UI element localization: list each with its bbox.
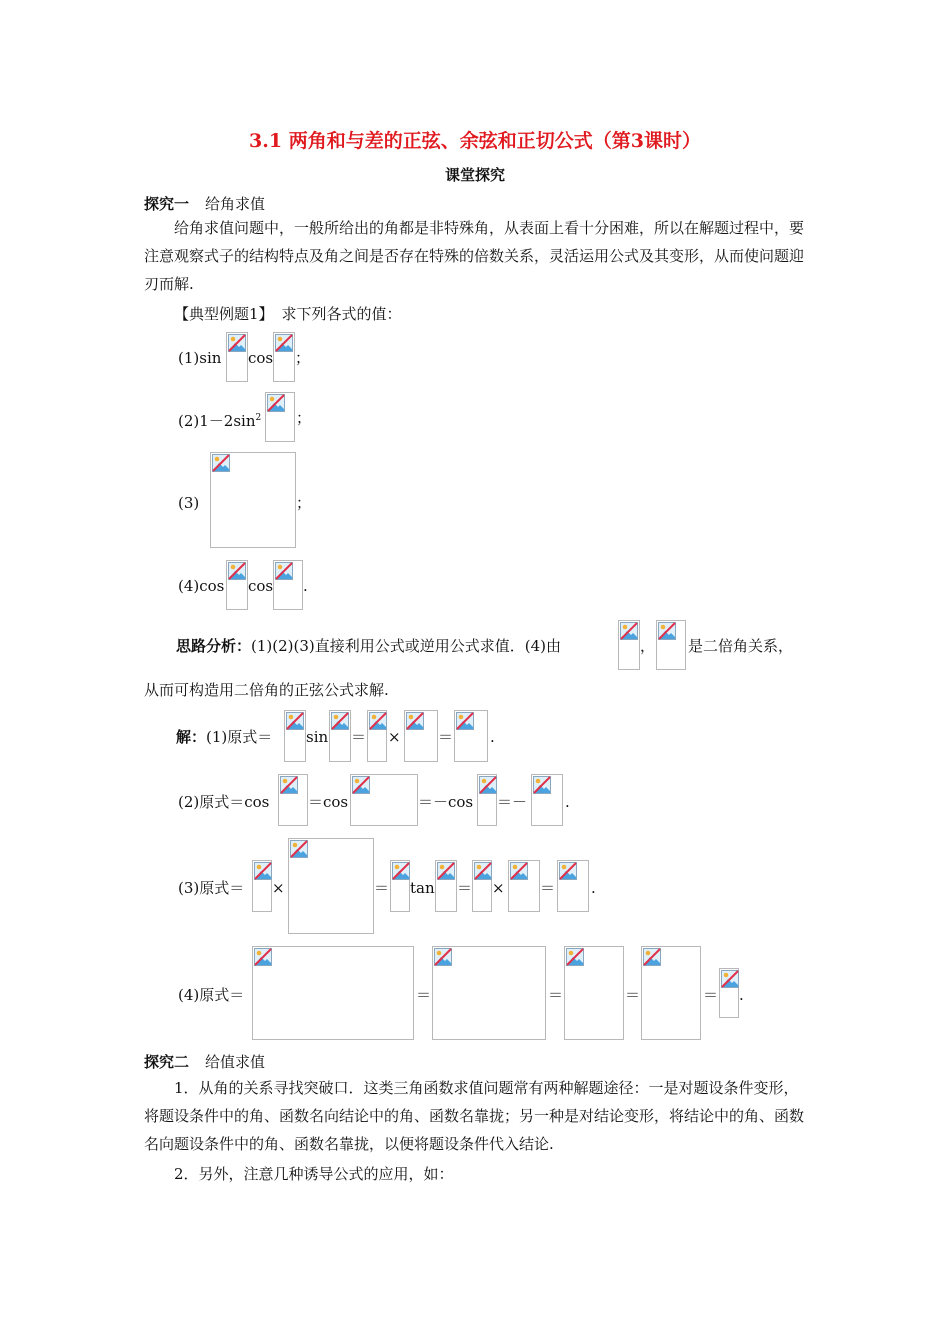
item-2-end: ；: [296, 409, 312, 427]
example-1-heading: [174, 304, 402, 324]
broken-image-icon: [331, 712, 349, 730]
item-1-mid: cos: [248, 349, 274, 367]
broken-image-icon: [620, 622, 638, 640]
analysis-text-2: 是二倍角关系，: [688, 637, 794, 655]
analysis-label: 思路分析：: [176, 637, 252, 655]
broken-image-icon: [474, 862, 492, 880]
equals-sign: ＝: [438, 728, 454, 746]
section-2-heading: [144, 1052, 265, 1072]
broken-image-icon: [267, 394, 285, 412]
broken-image-icon: [280, 776, 298, 794]
item-1-label: (1)sin: [178, 349, 222, 367]
broken-image-icon: [406, 712, 424, 730]
broken-image-icon: [721, 970, 739, 988]
section-1-label: 探究一: [144, 195, 190, 213]
section-2-name: 给值求值: [205, 1053, 266, 1071]
formula-image: [435, 860, 457, 912]
formula-image: [477, 774, 497, 826]
formula-image: [531, 774, 563, 826]
broken-image-icon: [643, 948, 661, 966]
broken-image-icon: [392, 862, 410, 880]
formula-image: [278, 774, 308, 826]
equals-sign: ＝: [703, 986, 719, 1004]
page-title: 3.1 两角和与差的正弦、余弦和正切公式（第3课时）: [249, 130, 701, 152]
solution-2: (2)原式＝cos: [178, 793, 270, 811]
broken-image-icon: [566, 948, 584, 966]
formula-image: [252, 946, 414, 1040]
formula-image: [226, 332, 248, 382]
solution-3-tan: tan: [410, 879, 435, 897]
broken-image-icon: [658, 622, 676, 640]
analysis-comma: ，: [640, 637, 656, 655]
equals-sign: ＝: [457, 879, 473, 897]
solution-2-neg: ＝－: [497, 793, 528, 811]
formula-image: [618, 620, 640, 670]
formula-image: [273, 332, 295, 382]
section-1-heading: [144, 194, 265, 214]
broken-image-icon: [254, 948, 272, 966]
broken-image-icon: [369, 712, 387, 730]
equals-sign: ＝: [548, 986, 564, 1004]
formula-image: [508, 860, 540, 912]
item-2-label: $(2)1-2\sin^2$: [178, 412, 262, 430]
solution-4: (4)原式＝: [178, 986, 245, 1004]
solution-2-cos: ＝cos: [308, 793, 349, 811]
formula-image: [252, 860, 272, 912]
formula-image: [210, 452, 296, 548]
broken-image-icon: [290, 840, 308, 858]
formula-image: [367, 710, 387, 762]
equals-sign: ＝: [351, 728, 367, 746]
period: .: [565, 793, 570, 811]
item-3-label: (3): [178, 494, 200, 512]
broken-image-icon: [533, 776, 551, 794]
broken-image-icon: [228, 334, 246, 352]
formula-image: [390, 860, 410, 912]
period: .: [739, 986, 744, 1004]
broken-image-icon: [479, 776, 497, 794]
broken-image-icon: [510, 862, 528, 880]
times-sign: ×: [492, 879, 505, 897]
equals-sign: ＝: [625, 986, 641, 1004]
formula-image: [226, 560, 248, 610]
solution-2-neg-cos: ＝－cos: [418, 793, 474, 811]
formula-image: [273, 560, 303, 610]
formula-image: [454, 710, 488, 762]
item-4-mid: cos: [248, 577, 274, 595]
solution-label: 解：: [176, 728, 207, 746]
formula-image: [284, 710, 306, 762]
broken-image-icon: [228, 562, 246, 580]
item-2-superscript: 2: [255, 413, 262, 423]
item-4-label: (4)cos: [178, 577, 225, 595]
example-1-tag: 【典型例题1】: [174, 305, 274, 323]
equals-sign: ＝: [540, 879, 556, 897]
broken-image-icon: [434, 948, 452, 966]
broken-image-icon: [212, 454, 230, 472]
equals-sign: ＝: [416, 986, 432, 1004]
equals-sign: ＝: [374, 879, 390, 897]
broken-image-icon: [275, 562, 293, 580]
broken-image-icon: [286, 712, 304, 730]
broken-image-icon: [437, 862, 455, 880]
page-subtitle: 课堂探究: [444, 166, 505, 184]
solution-3: (3)原式＝: [178, 879, 245, 897]
formula-image: [564, 946, 624, 1040]
formula-image: [288, 838, 374, 934]
broken-image-icon: [456, 712, 474, 730]
paragraph-2: 1．从角的关系寻找突破口．这类三角函数求值问题常有两种解题途径：一是对题设条件变形，将题设条件中的角、函数名向结论中的角、函数名靠拢；另一种是对结论变形，将结论中的角、函数名向题设条件中的角、函数名靠拢，以便将题设条件代入结论.: [144, 1079, 805, 1153]
formula-image: [719, 968, 739, 1018]
period: .: [490, 728, 495, 746]
item-4-end: .: [303, 577, 308, 595]
formula-image: [350, 774, 418, 826]
broken-image-icon: [254, 862, 272, 880]
solution-1: 解：(1)原式＝: [176, 728, 273, 746]
analysis-line-1: 思路分析：(1)(2)(3)直接利用公式或逆用公式求值．(4)由: [176, 637, 562, 655]
formula-image: [641, 946, 701, 1040]
item-1-end: ；: [295, 349, 311, 367]
example-1-prompt: 求下列各式的值：: [281, 305, 402, 323]
formula-image: [656, 620, 686, 670]
formula-image: [472, 860, 492, 912]
formula-image: [329, 710, 351, 762]
section-2-label: 探究二: [144, 1053, 190, 1071]
broken-image-icon: [352, 776, 370, 794]
solution-1-sin: sin: [306, 728, 329, 746]
broken-image-icon: [275, 334, 293, 352]
formula-image: [432, 946, 546, 1040]
period: .: [591, 879, 596, 897]
formula-image: [265, 392, 295, 442]
item-3-end: ；: [296, 494, 312, 512]
formula-image: [404, 710, 438, 762]
paragraph-1: 给角求值问题中，一般所给出的角都是非特殊角，从表面上看十分困难，所以在解题过程中，要注意观察式子的结构特点及角之间是否存在特殊的倍数关系，灵活运用公式及其变形，从而使问题迎刃而解.: [144, 219, 805, 293]
analysis-line-2: 从而可构造用二倍角的正弦公式求解.: [144, 681, 389, 699]
times-sign: ×: [272, 879, 285, 897]
times-sign: ×: [388, 728, 401, 746]
section-1-name: 给角求值: [205, 195, 266, 213]
paragraph-3: 2．另外，注意几种诱导公式的应用，如：: [174, 1165, 454, 1183]
formula-image: [557, 860, 589, 912]
broken-image-icon: [559, 862, 577, 880]
